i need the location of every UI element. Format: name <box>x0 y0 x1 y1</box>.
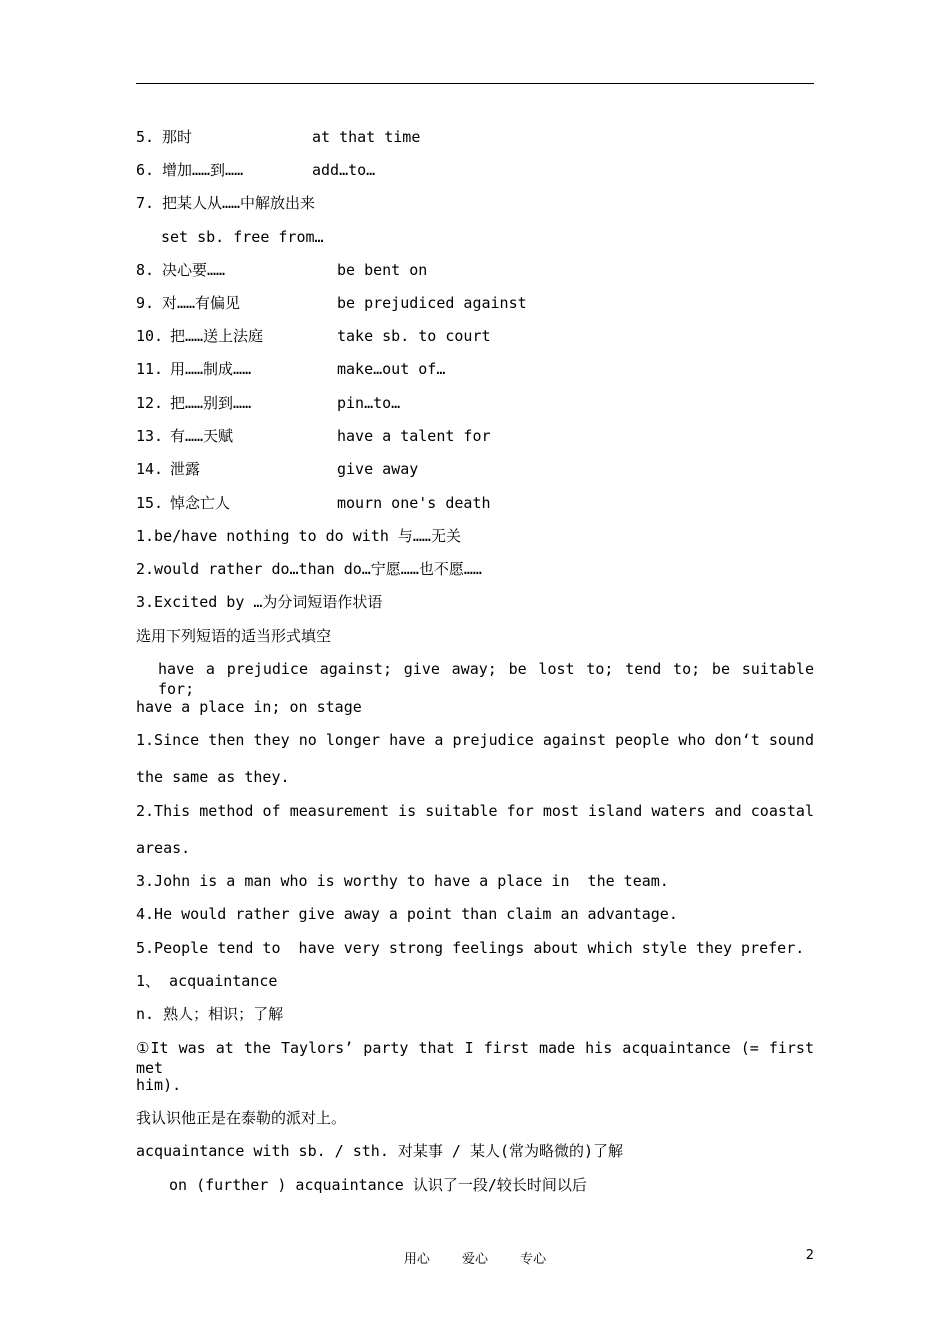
word-example: him). <box>136 1076 182 1094</box>
vocab-item: 9. 对……有偏见 be prejudiced against <box>136 294 527 312</box>
vocab-item: 14. 泄露 give away <box>136 460 419 478</box>
vocab-item: 13. 有……天赋 have a talent for <box>136 427 491 445</box>
word-usage: on (further ) acquaintance 认识了一段/较长时间以后 <box>169 1176 587 1194</box>
exercise-title: 选用下列短语的适当形式填空 <box>136 627 332 645</box>
word-pos: n. 熟人；相识；了解 <box>136 1005 284 1023</box>
exercise-phrases: have a prejudice against; give away; be lost to; tend to; be suitable for; <box>158 660 814 698</box>
vocab-item: 12. 把……别到…… pin…to… <box>136 394 401 412</box>
word-example-translation: 我认识他正是在泰勒的派对上。 <box>136 1109 347 1127</box>
exercise-answer: the same as they. <box>136 768 290 786</box>
page-number: 2 <box>805 1248 814 1263</box>
vocab-item-english: set sb. free from… <box>161 228 324 246</box>
sentence-pattern: 2.would rather do…than do…宁愿……也不愿…… <box>136 560 482 578</box>
exercise-answer: areas. <box>136 839 191 857</box>
footer-word: 爱心 <box>461 1252 488 1267</box>
exercise-answer: 1.Since then they no longer have a prejudice against people who don‘t sound <box>136 731 814 749</box>
vocab-item: 15. 悼念亡人 mourn one's death <box>136 494 491 512</box>
word-example: ①It was at the Taylors’ party that I first made his acquaintance (= first met <box>136 1039 814 1077</box>
exercise-answer: 5.People tend to have very strong feelings about which style they prefer. <box>136 939 805 957</box>
word-usage: acquaintance with sb. / sth. 对某事 / 某人(常为略微的)了解 <box>136 1142 624 1160</box>
vocab-item: 7. 把某人从……中解放出来 <box>136 194 316 212</box>
exercise-phrases: have a place in; on stage <box>136 698 362 716</box>
vocab-item: 11. 用……制成…… make…out of… <box>136 360 446 378</box>
vocab-item: 5. 那时 at that time <box>136 128 421 146</box>
vocab-item: 8. 决心要…… be bent on <box>136 261 428 279</box>
vocab-item: 6. 增加……到…… add…to… <box>136 161 376 179</box>
sentence-pattern: 1.be/have nothing to do with 与……无关 <box>136 527 461 545</box>
exercise-answer: 2.This method of measurement is suitable for most island waters and coastal <box>136 802 814 820</box>
exercise-answer: 3.John is a man who is worthy to have a place in the team. <box>136 872 669 890</box>
header-rule <box>136 83 814 84</box>
footer-word: 用心 <box>403 1252 430 1267</box>
word-heading: 1、 acquaintance <box>136 972 278 990</box>
sentence-pattern: 3.Excited by …为分词短语作状语 <box>136 593 383 611</box>
footer-word: 专心 <box>520 1252 547 1267</box>
exercise-answer: 4.He would rather give away a point than claim an advantage. <box>136 905 678 923</box>
vocab-item: 10. 把……送上法庭 take sb. to court <box>136 327 491 345</box>
